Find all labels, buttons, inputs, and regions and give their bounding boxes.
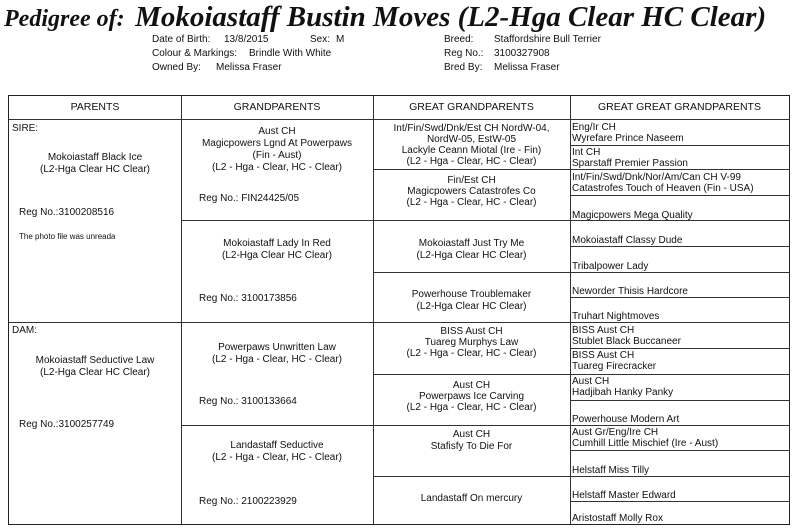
bredby-value: Melissa Fraser <box>494 62 560 73</box>
great-great-grandparent: Magicpowers Mega Quality <box>572 210 693 221</box>
dam-name: Mokoiastaff Seductive Law <box>35 355 155 366</box>
great-great-grandparent: Helstaff Miss Tilly <box>572 465 650 476</box>
col-divider <box>570 96 571 524</box>
row-divider <box>373 374 789 375</box>
great-grandparent: BISS Aust CH Tuareg Murphys Law (L2 - Hga - Clear, HC - Clear) <box>406 326 537 359</box>
bredby-label: Bred By: <box>444 62 483 73</box>
great-great-grandparent: Mokoiastaff Classy Dude <box>572 235 683 246</box>
great-great-grandparent: Aust CH Hadjibah Hanky Panky <box>572 376 674 398</box>
row-divider <box>570 400 789 401</box>
row-divider <box>570 348 789 349</box>
great-grandparent: Mokoiastaff Just Try Me (L2-Hga Clear HC Clear) <box>416 238 527 261</box>
dob-label: Date of Birth: <box>152 34 211 45</box>
great-great-grandparent: Int CH Sparstaff Premier Passion <box>572 147 688 169</box>
sex-value: M <box>336 34 345 45</box>
row-divider <box>181 425 789 426</box>
colour-label: Colour & Markings: <box>152 48 238 59</box>
dog-name: Mokoiastaff Bustin Moves (L2-Hga Clear HC Clear) <box>135 1 767 33</box>
owner-value: Melissa Fraser <box>216 62 282 73</box>
colour-value: Brindle With White <box>249 48 332 59</box>
great-grandparent: Int/Fin/Swd/Dnk/Est CH NordW-04, NordW-05, EstW-05 Lackyle Ceann Miotal (Ire - Fin) (L2 - Hga - Clear, HC - Clear) <box>393 123 550 167</box>
sex-label: Sex: <box>310 34 331 45</box>
dam-health: (L2-Hga Clear HC Clear) <box>39 367 151 378</box>
breed-label: Breed: <box>444 34 474 45</box>
row-divider <box>373 476 789 477</box>
col-head-parents: PARENTS <box>70 101 120 113</box>
sire-name: Mokoiastaff Black Ice <box>47 152 143 163</box>
great-great-grandparent: Aust Gr/Eng/Ire CH Cumhill Little Mischief (Ire - Aust) <box>572 427 719 449</box>
grandparent-sire-dam: Mokoiastaff Lady In Red (L2-Hga Clear HC Clear) <box>221 238 333 261</box>
sire-health: (L2-Hga Clear HC Clear) <box>39 164 151 175</box>
col-head-grandparents: GRANDPARENTS <box>233 101 321 113</box>
col-head-great-grandparents: GREAT GRANDPARENTS <box>409 101 534 113</box>
grandparent-sire-sire: Aust CH Magicpowers Lgnd At Powerpaws (Fin - Aust) (L2 - Hga - Clear, HC - Clear) <box>201 126 353 173</box>
row-divider <box>570 145 789 146</box>
great-great-grandparent: Aristostaff Molly Rox <box>572 513 663 524</box>
great-great-grandparent: Neworder Thisis Hardcore <box>572 286 688 297</box>
col-head-great-great-grandparents: GREAT GREAT GRANDPARENTS <box>598 101 761 113</box>
great-great-grandparent: BISS Aust CH Tuareg Firecracker <box>572 350 657 372</box>
row-divider <box>570 246 789 247</box>
grandparent-reg: Reg No.: 2100223929 <box>199 496 297 507</box>
row-divider <box>373 169 789 170</box>
great-great-grandparent: Tribalpower Lady <box>572 261 649 272</box>
grandparent-reg: Reg No.: FIN24425/05 <box>199 193 300 204</box>
great-great-grandparent: Eng/Ir CH Wyrefare Prince Naseem <box>572 122 684 144</box>
row-divider <box>570 297 789 298</box>
row-divider <box>9 322 789 323</box>
row-divider <box>570 450 789 451</box>
sire-reg: Reg No.:3100208516 <box>19 207 115 218</box>
great-grandparent: Aust CH Powerpaws Ice Carving (L2 - Hga - Clear, HC - Clear) <box>406 380 537 413</box>
row-divider <box>570 501 789 502</box>
pedigree-label: Pedigree of: <box>4 6 125 32</box>
owner-label: Owned By: <box>152 62 201 73</box>
great-great-grandparent: Helstaff Master Edward <box>572 490 676 501</box>
grandparent-reg: Reg No.: 3100173856 <box>199 293 297 304</box>
grandparent-dam-sire: Powerpaws Unwritten Law (L2 - Hga - Clear, HC - Clear) <box>211 342 343 365</box>
dam-reg: Reg No.:3100257749 <box>19 419 115 430</box>
dam-label: DAM: <box>12 325 37 336</box>
grandparent-dam-dam: Landastaff Seductive (L2 - Hga - Clear, HC - Clear) <box>211 440 343 463</box>
pedigree-title <box>4 1 766 34</box>
grandparent-reg: Reg No.: 3100133664 <box>199 396 297 407</box>
great-great-grandparent: BISS Aust CH Stublet Black Buccaneer <box>572 325 681 347</box>
row-divider <box>9 119 789 120</box>
dob-value: 13/8/2015 <box>224 34 269 45</box>
breed-value: Staffordshire Bull Terrier <box>494 34 601 45</box>
sire-label: SIRE: <box>12 123 39 134</box>
great-grandparent: Powerhouse Troublemaker (L2-Hga Clear HC Clear) <box>411 289 532 312</box>
great-grandparent: Landastaff On mercury <box>420 493 523 504</box>
great-grandparent: Fin/Est CH Magicpowers Catastrofes Co (L2 - Hga - Clear, HC - Clear) <box>406 175 537 208</box>
great-great-grandparent: Truhart Nightmoves <box>572 311 660 322</box>
great-grandparent: Aust CH Stafisfy To Die For <box>430 429 513 452</box>
pedigree-table <box>8 95 790 525</box>
regno-label: Reg No.: <box>444 48 484 59</box>
regno-value: 3100327908 <box>494 48 550 59</box>
row-divider <box>570 195 789 196</box>
great-great-grandparent: Int/Fin/Swd/Dnk/Nor/Am/Can CH V-99 Catastrofes Touch of Heaven (Fin - USA) <box>572 172 754 194</box>
sire-photo-note: The photo file was unreada <box>19 232 116 241</box>
row-divider <box>373 272 789 273</box>
great-great-grandparent: Powerhouse Modern Art <box>572 414 680 425</box>
row-divider <box>181 220 789 221</box>
